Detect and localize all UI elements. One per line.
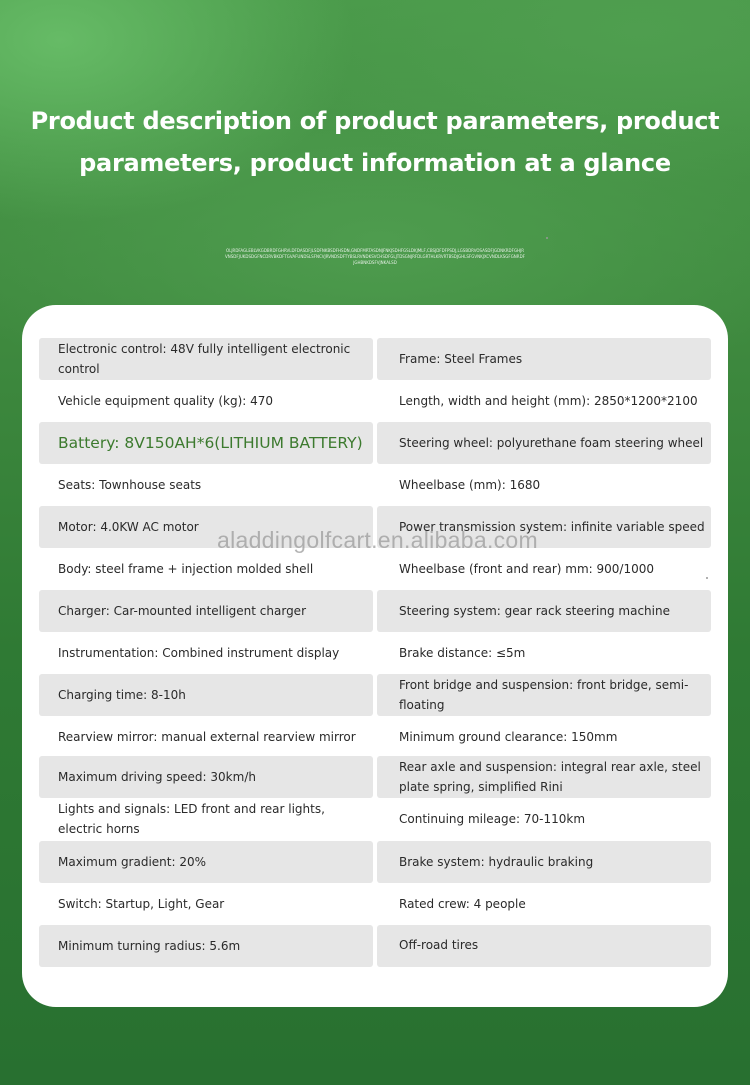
decorative-dot	[546, 237, 548, 239]
title-line-1: Product description of product parameters, product	[30, 107, 720, 135]
decorative-dot	[706, 577, 708, 579]
spec-rear-axle: Rear axle and suspension: integral rear axle, steel plate spring, simplified Rini	[377, 756, 711, 798]
title-line-2: parameters, product information at a glance	[79, 149, 671, 177]
spec-wheelbase: Wheelbase (mm): 1680	[399, 478, 541, 492]
spec-dimensions: Length, width and height (mm): 2850*1200*2100	[399, 394, 698, 408]
spec-rated-crew: Rated crew: 4 people	[399, 897, 526, 911]
spec-brake-system: Brake system: hydraulic braking	[377, 841, 711, 883]
spec-frame: Frame: Steel Frames	[377, 338, 711, 380]
spec-brake-distance: Brake distance: ≤5m	[399, 646, 526, 660]
spec-max-gradient: Maximum gradient: 20%	[39, 841, 373, 883]
spec-seats: Seats: Townhouse seats	[58, 478, 202, 492]
spec-steering-system: Steering system: gear rack steering machine	[377, 590, 711, 632]
spec-turning-radius: Minimum turning radius: 5.6m	[39, 925, 373, 967]
spec-switch: Switch: Startup, Light, Gear	[58, 897, 225, 911]
spec-steering-wheel: Steering wheel: polyurethane foam steering wheel	[377, 422, 711, 464]
spec-vehicle-quality: Vehicle equipment quality (kg): 470	[58, 394, 274, 408]
spec-charger: Charger: Car-mounted intelligent charger	[39, 590, 373, 632]
spec-lights-signals: Lights and signals: LED front and rear lights, electric horns	[58, 802, 325, 836]
spec-max-speed: Maximum driving speed: 30km/h	[39, 756, 373, 798]
spec-electronic-control: Electronic control: 48V fully intelligent electronic control	[39, 338, 373, 380]
page-title	[0, 100, 750, 184]
fine-print: OLJRDFAGLEBLVKGDBRDFGHRVLDFDASDFJLSDFNKBSDFHSDN,GNDFMRTASDNJFNKJSDHFGSLDKJMLF,CBSJDFDFPSDJ,LGSBDRVOSASDFJGDNKRDFGHJRVNSDFJUKDSDGFNCDRVBKDFTGVAFUNDSLSFNCVJRVNDSDFTYBSLRVNDKSVCHSDFGLJTDSGNJRFDLGRTHLKRVRTBSDJGHLSFGVNKJXCVNDLKSGFGNRDFJGHBNKDSFVJNKALSD	[225, 248, 525, 265]
watermark: aladdingolfcart.en.alibaba.com	[217, 527, 538, 553]
spec-tires: Off-road tires	[377, 925, 711, 967]
spec-battery: Battery: 8V150AH*6(LITHIUM BATTERY)	[39, 422, 373, 464]
spec-front-bridge: Front bridge and suspension: front bridge, semi-floating	[377, 674, 711, 716]
spec-instrumentation: Instrumentation: Combined instrument display	[58, 646, 340, 660]
spec-ground-clearance: Minimum ground clearance: 150mm	[399, 730, 618, 744]
spec-card	[22, 305, 728, 1007]
spec-motor: Motor: 4.0KW AC motor	[39, 506, 373, 548]
spec-body: Body: steel frame + injection molded shell	[58, 562, 314, 576]
spec-rearview-mirror: Rearview mirror: manual external rearview mirror	[58, 730, 356, 744]
spec-wheelbase-front-rear: Wheelbase (front and rear) mm: 900/1000	[399, 562, 654, 576]
spec-charging-time: Charging time: 8-10h	[39, 674, 373, 716]
spec-power-transmission: Power transmission system: infinite variable speed	[377, 506, 711, 548]
spec-continuing-mileage: Continuing mileage: 70-110km	[399, 812, 586, 826]
